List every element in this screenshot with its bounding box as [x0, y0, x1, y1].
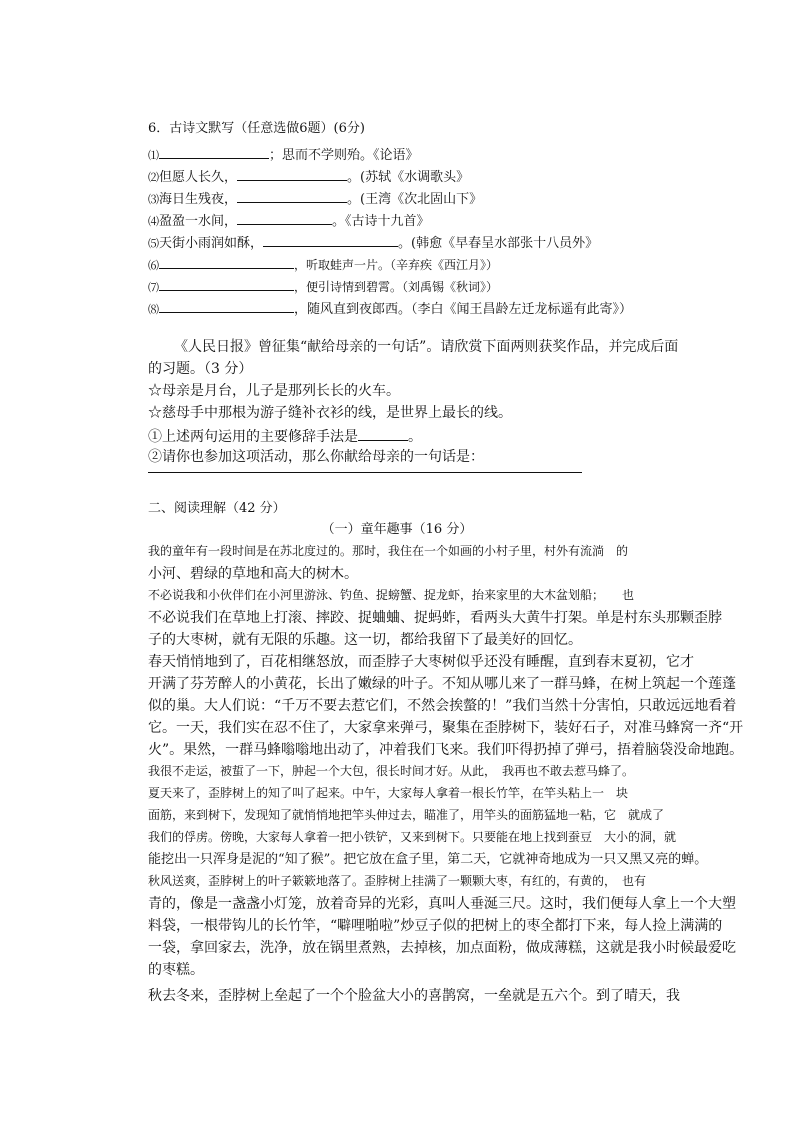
- item-number: ⑷: [148, 215, 159, 228]
- answer-blank[interactable]: [159, 299, 294, 313]
- q7-task-2: ②请你也参加这项活动，那么你献给母亲的一句话是：: [148, 449, 484, 465]
- passage-line: 一袋，拿回家去，洗净，放在锅里煮熟，去掉核，加点面粉，做成薄糕，这就是我小时候最爱吃: [148, 940, 736, 956]
- item-number: ⑵: [148, 171, 159, 184]
- answer-blank[interactable]: [237, 167, 347, 181]
- q6-item-3: ⑶海日生残夜， 。(王湾《次北固山下》: [148, 189, 482, 208]
- passage-line: 我很不走运，被蜇了一下，肿起一个大包，很长时间才好。从此， 我再也不敢去惹马蜂了。: [148, 764, 635, 778]
- q7-intro-line-1: 《人民日报》曾征集“献给母亲的一句话”。请欣赏下面两则获奖作品，并完成后面: [174, 339, 679, 355]
- item-number: ⑸: [148, 237, 159, 250]
- passage-line: 火”。果然，一群马蜂嗡嗡地出动了，冲着我们飞来。我们吓得扔掉了弹弓，捂着脑袋没命地跑。: [148, 742, 744, 758]
- answer-blank[interactable]: [159, 277, 294, 291]
- q6-item-5: ⑸天街小雨润如酥， 。(韩愈《早春呈水部张十八员外》: [148, 233, 598, 252]
- q6-item-4: ⑷盈盈一水间， 。《古诗十九首》: [148, 211, 430, 230]
- q6-item-1: ⑴ ；思而不学则殆。《论语》: [148, 145, 419, 164]
- passage-line: 它。一天，我们实在忍不住了，大家拿来弹弓，聚集在歪脖树下，装好石子，对准马蜂窝一齐“开: [148, 720, 744, 736]
- answer-blank[interactable]: [358, 427, 408, 441]
- answer-blank[interactable]: [237, 211, 332, 225]
- answer-blank[interactable]: [237, 189, 347, 203]
- passage-line: 我的童年有一段时间是在苏北度过的。那时，我住在一个如画的小村子里，村外有流淌 的: [148, 544, 629, 558]
- q7-intro-line-2: 的习题。（3 分）: [148, 361, 253, 377]
- item-number: ⑺: [148, 281, 159, 294]
- q7-task-1: ①上述两句运用的主要修辞手法是 。: [148, 429, 422, 445]
- q6-item-2: ⑵但愿人长久， 。(苏轼《水调歌头》: [148, 167, 469, 186]
- answer-blank[interactable]: [159, 255, 294, 269]
- passage-line: 小河、碧绿的草地和高大的树木。: [148, 566, 358, 582]
- passage-line: 秋去冬来，歪脖树上垒起了一个个脸盆大小的喜鹊窝，一垒就是五六个。到了晴天，我: [148, 988, 680, 1004]
- q6-item-6: ⑹ ，听取蛙声一片。（辛弃疾《西江月》）: [148, 255, 498, 272]
- item-number: ⑶: [148, 193, 159, 206]
- item-number: ⑻: [148, 303, 159, 316]
- q6-title: 6．古诗文默写（任意选做6题）(6分): [148, 121, 365, 136]
- q6-item-8: ⑻ ，随风直到夜郎西。（李白《闻王昌龄左迁龙标遥有此寄》）: [148, 299, 632, 318]
- q6-item-7: ⑺ ，便引诗情到碧霄。（刘禹锡《秋词》）: [148, 277, 498, 294]
- answer-blank[interactable]: [159, 145, 269, 159]
- passage-line: 似的巢。大人们说：“千万不要去惹它们，不然会挨螫的！”我们当然十分害怕，只敢远远地看着: [148, 698, 737, 714]
- passage-line: 的枣糕。: [148, 962, 204, 978]
- passage-line: 面筋，来到树下，发现知了就悄悄地把竿头伸过去，瞄准了，用竿头的面筋猛地一粘，它 就成了: [148, 808, 665, 822]
- passage-line: 开满了芬芳醉人的小黄花，长出了嫩绿的叶子。不知从哪儿来了一群马蜂，在树上筑起一个莲蓬: [148, 676, 736, 692]
- passage-line: 春天悄悄地到了，百花相继怒放，而歪脖子大枣树似乎还没有睡醒，直到春末夏初，它才: [148, 654, 694, 670]
- answer-line[interactable]: [148, 472, 582, 473]
- q7-quote-1: ☆母亲是月台，儿子是那列长长的火车。: [148, 383, 400, 399]
- passage-line: 子的大枣树，就有无限的乐趣。这一切，都给我留下了最美好的回忆。: [148, 632, 582, 648]
- passage-line: 夏天来了，歪脖树上的知了叫了起来。中午，大家每人拿着一根长竹竿，在竿头粘上一 块: [148, 786, 629, 800]
- passage-line: 青的，像是一盏盏小灯笼，放着奇异的光彩，真叫人垂涎三尺。这时，我们便每人拿上一个大塑: [148, 896, 736, 912]
- item-number: ⑴: [148, 149, 159, 162]
- passage-title: （一）童年趣事（16 分）: [321, 522, 473, 537]
- passage-line: 不必说我和小伙伴们在小河里游泳、钓鱼、捉螃蟹、捉龙虾，抬来家里的大木盆划船； 也: [148, 588, 635, 602]
- section-title: 二、阅读理解（42 分）: [148, 501, 286, 516]
- passage-line: 料袋，一根带钩儿的长竹竿，“噼哩啪啦”炒豆子似的把树上的枣全都打下来，每人捡上满满的: [148, 918, 723, 934]
- passage-line: 秋风送爽，歪脖树上的叶子簌簌地落了。歪脖树上挂满了一颗颗大枣，有红的，有黄的， 也有: [148, 874, 647, 888]
- answer-blank[interactable]: [263, 233, 398, 247]
- item-number: ⑹: [148, 259, 159, 272]
- q7-quote-2: ☆慈母手中那根为游子缝补衣衫的线，是世界上最长的线。: [148, 405, 512, 421]
- passage-line: 我们的俘虏。傍晚，大家每人拿着一把小铁铲，又来到树下。只要能在地上找到蚕豆 大小的洞，就: [148, 830, 677, 844]
- passage-line: 不必说我们在草地上打滚、摔跤、捉蛐蛐、捉蚂蚱，看两头大黄牛打架。单是村东头那颗歪脖: [148, 610, 722, 626]
- passage-line: 能挖出一只浑身是泥的“知了猴”。把它放在盒子里，第二天，它就神奇地成为一只又黑又亮的蝉。: [148, 852, 708, 867]
